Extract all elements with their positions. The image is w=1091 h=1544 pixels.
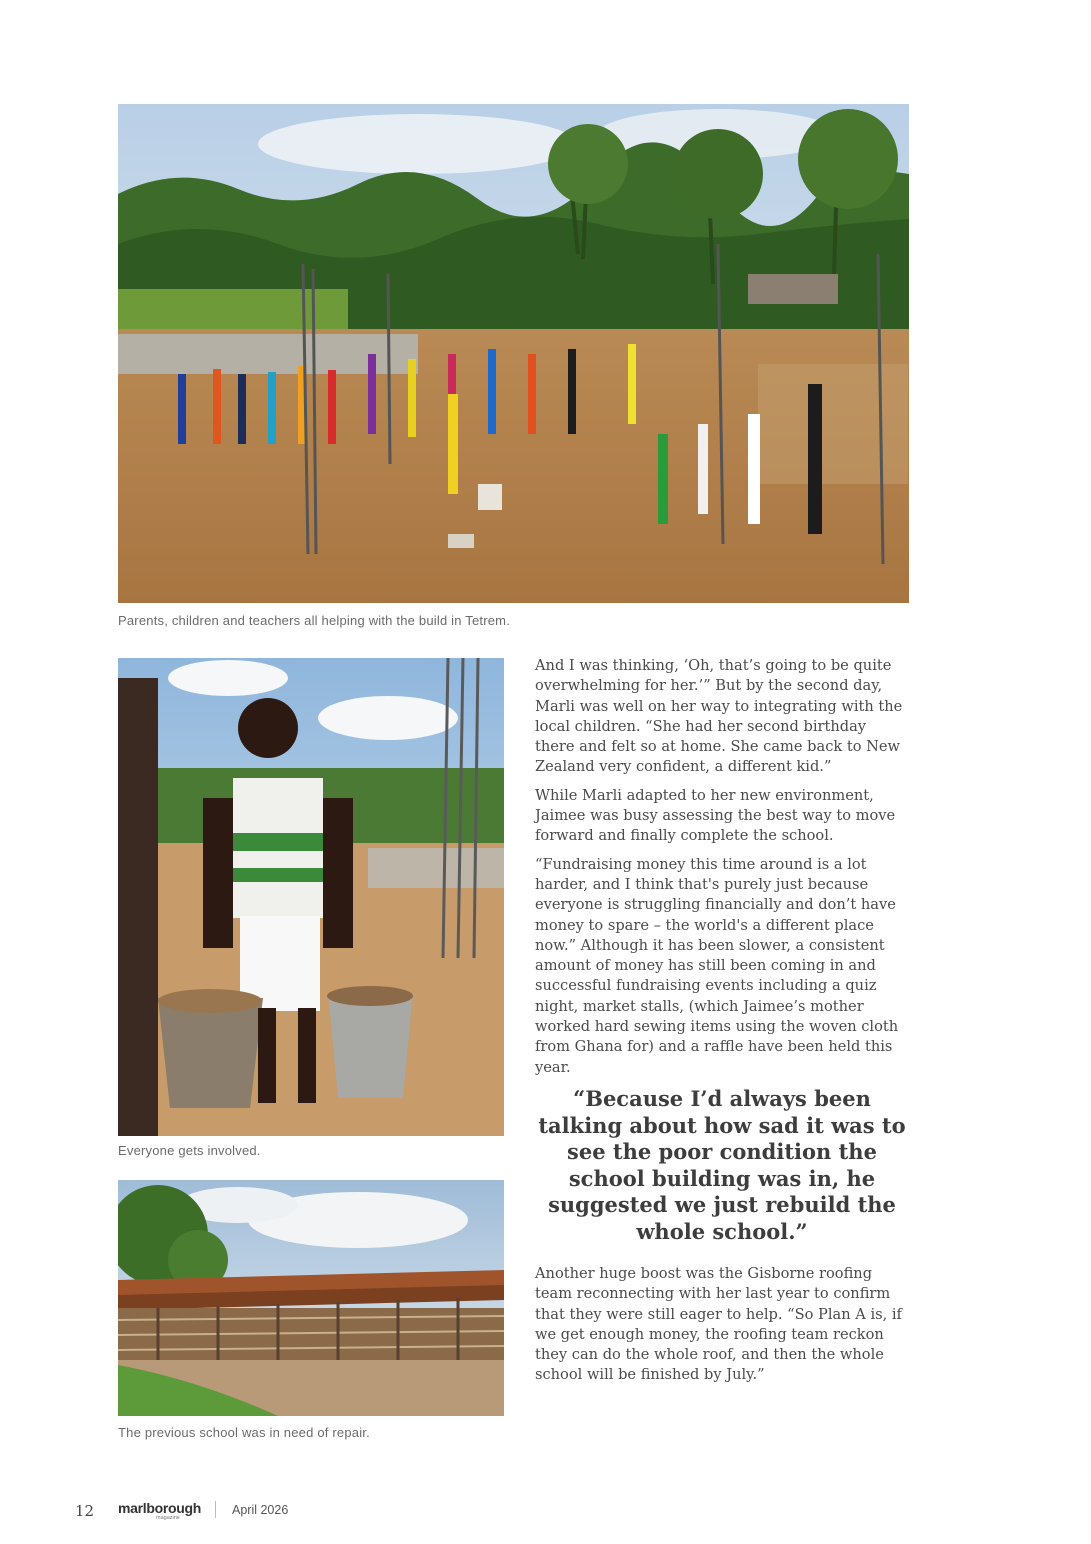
construction-photo	[118, 104, 909, 603]
photo-caption-boy: Everyone gets involved.	[118, 1143, 261, 1158]
issue-date: April 2026	[232, 1503, 289, 1517]
magazine-logo: marlborough	[118, 1500, 202, 1516]
photo-caption-old-school: The previous school was in need of repair.	[118, 1425, 370, 1440]
article-paragraph: While Marli adapted to her new environment, Jaimee was busy assessing the best way to move forward and finally complete the school.	[535, 786, 896, 845]
article-body	[535, 656, 909, 1086]
old-school-photo	[118, 1180, 504, 1416]
boy-with-buckets-photo	[118, 658, 504, 1136]
photo-caption-build: Parents, children and teachers all helping with the build in Tetrem.	[118, 613, 511, 628]
article-paragraph: “Fundraising money this time around is a lot harder, and I think that's purely just because everyone is struggling financially and don’t have money to spare – the world's a different place now.” Although it has been slower, a consistent amount of money has still been coming in and successful fundraising events including a quiz night, market stalls, (which Jaimee’s mother worked hard sewing items using the woven cloth from Ghana for) and a raffle have been held this year.	[535, 855, 899, 1076]
pull-quote: “Because I’d always been talking about how sad it was to see the poor condition the school building was in, he suggested we just rebuild the whole school.”	[538, 1086, 906, 1244]
article-paragraph: Another huge boost was the Gisborne roofing team reconnecting with her last year to confirm that they were still eager to help. “So Plan A is, if we get enough money, the roofing team reckon they can do the whole roof, and then the whole school will be finished by July.”	[535, 1265, 902, 1384]
article-paragraph: And I was thinking, ‘Oh, that’s going to be quite overwhelming for her.’” But by the second day, Marli was well on her way to integrating with the local children. “She had her second birthday there and felt so at home. She came back to New Zealand very confident, a different kid.”	[535, 657, 903, 776]
page-number: 12	[75, 1502, 95, 1520]
magazine-logo-sub: magazine	[156, 1515, 180, 1521]
footer-divider	[215, 1501, 216, 1518]
article-closing	[535, 1264, 909, 1394]
